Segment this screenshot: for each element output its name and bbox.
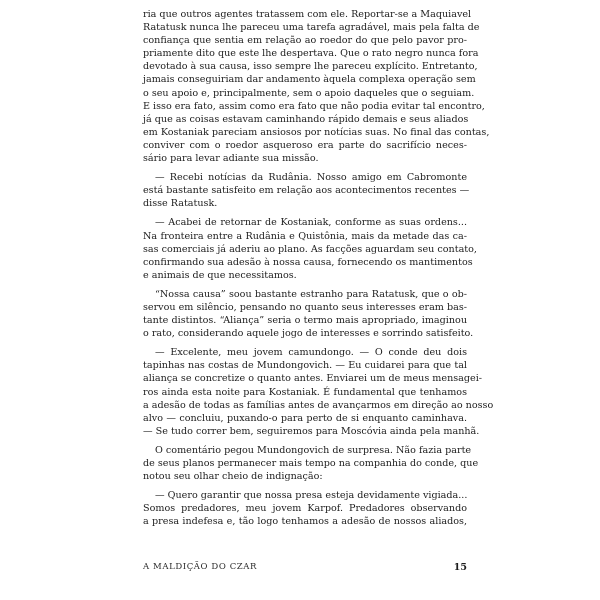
page-number: 15 bbox=[453, 562, 467, 573]
paragraph-7 bbox=[143, 489, 467, 528]
text-line: conviver com o roedor asqueroso era parte do sacrifício neces- bbox=[143, 139, 467, 151]
book-page-body bbox=[143, 8, 494, 534]
text-line: sário para levar adiante sua missão. bbox=[143, 153, 319, 165]
paragraph-4 bbox=[143, 288, 474, 340]
paragraph-2 bbox=[143, 171, 470, 210]
text-line: Na fronteira entre a Rudânia e Quistônia, mais da metade das ca- bbox=[143, 230, 467, 242]
text-line: e animais de que necessitamos. bbox=[143, 269, 297, 281]
text-line: tante distintos. “Aliança” seria o termo mais apropriado, imaginou bbox=[143, 315, 467, 327]
text-line: em Kostaniak pareciam ansiosos por notícias suas. No final das contas, bbox=[143, 126, 490, 138]
text-line: priamente dito que este lhe despertava. Que o rato negro nunca fora bbox=[143, 48, 479, 60]
text-line: aliança se concretize o quanto antes. Enviarei um de meus mensagei- bbox=[143, 373, 483, 385]
text-line: servou em silêncio, pensando no quanto seus interesses eram bas- bbox=[143, 301, 467, 313]
text-line: tapinhas nas costas de Mundongovich. — Eu cuidarei para que tal bbox=[143, 360, 467, 372]
text-line: de seus planos permanecer mais tempo na companhia do conde, que bbox=[143, 458, 479, 469]
text-line: O comentário pegou Mundongovich de surpresa. Não fazia parte bbox=[155, 444, 472, 456]
text-line: a adesão de todas as famílias antes de avançarmos em direção ao nosso bbox=[143, 399, 494, 411]
text-line: Somos predadores, meu jovem Karpof. Predadores observando bbox=[143, 503, 467, 515]
text-line: sas comerciais já aderiu ao plano. As facções aguardam seu contato, bbox=[143, 243, 477, 255]
text-line: notou seu olhar cheio de indignação: bbox=[143, 471, 323, 483]
text-line: alvo — concluiu, puxando-o para perto de si enquanto caminhava. bbox=[143, 412, 467, 424]
text-line: a presa indefesa e, tão logo tenhamos a adesão de nossos aliados, bbox=[143, 516, 467, 528]
text-line: E isso era fato, assim como era fato que não podia evitar tal encontro, bbox=[143, 100, 485, 112]
text-line: devotado à sua causa, isso sempre lhe pareceu explícito. Entretanto, bbox=[143, 61, 478, 73]
paragraph-1 bbox=[143, 8, 490, 165]
running-title: A MALDIÇÃO DO CZAR bbox=[143, 562, 258, 572]
text-line: confiança que sentia em relação ao roedor do que pelo pavor pro- bbox=[143, 35, 467, 47]
text-line: ria que outros agentes tratassem com ele. Reportar-se a Maquiavel bbox=[143, 9, 472, 20]
text-line: — Acabei de retornar de Kostaniak, conforme as suas ordens... bbox=[155, 217, 467, 229]
text-line: — Se tudo correr bem, seguiremos para Moscóvia ainda pela manhã. bbox=[143, 425, 480, 437]
text-line: o rato, considerando aquele jogo de interesses e sorrindo satisfeito. bbox=[143, 328, 474, 340]
paragraph-5 bbox=[143, 346, 494, 438]
text-line: ros ainda esta noite para Kostaniak. É fundamental que tenhamos bbox=[143, 386, 467, 398]
text-line: — Excelente, meu jovem camundongo. — O conde deu dois bbox=[155, 347, 467, 359]
text-line: o seu apoio e, principalmente, sem o apoio daqueles que o seguiam. bbox=[143, 87, 475, 99]
text-line: confirmando sua adesão à nossa causa, fornecendo os mantimentos bbox=[143, 256, 473, 268]
text-line: — Recebi notícias da Rudânia. Nosso amigo em Cabromonte bbox=[155, 172, 467, 184]
text-line: está bastante satisfeito em relação aos acontecimentos recentes — bbox=[143, 185, 470, 197]
paragraph-3 bbox=[143, 216, 477, 281]
text-line: Ratatusk nunca lhe pareceu uma tarefa agradável, mais pela falta de bbox=[143, 22, 480, 34]
text-line: disse Ratatusk. bbox=[143, 198, 218, 210]
text-line: jamais conseguiriam dar andamento àquela complexa operação sem bbox=[143, 74, 476, 86]
paragraph-6 bbox=[143, 444, 479, 483]
text-line: — Quero garantir que nossa presa esteja devidamente vigiada... bbox=[155, 490, 468, 502]
page-footer bbox=[143, 562, 467, 578]
text-line: “Nossa causa” soou bastante estranho para Ratatusk, que o ob- bbox=[155, 288, 467, 300]
text-line: já que as coisas estavam caminhando rápido demais e seus aliados bbox=[143, 113, 469, 125]
